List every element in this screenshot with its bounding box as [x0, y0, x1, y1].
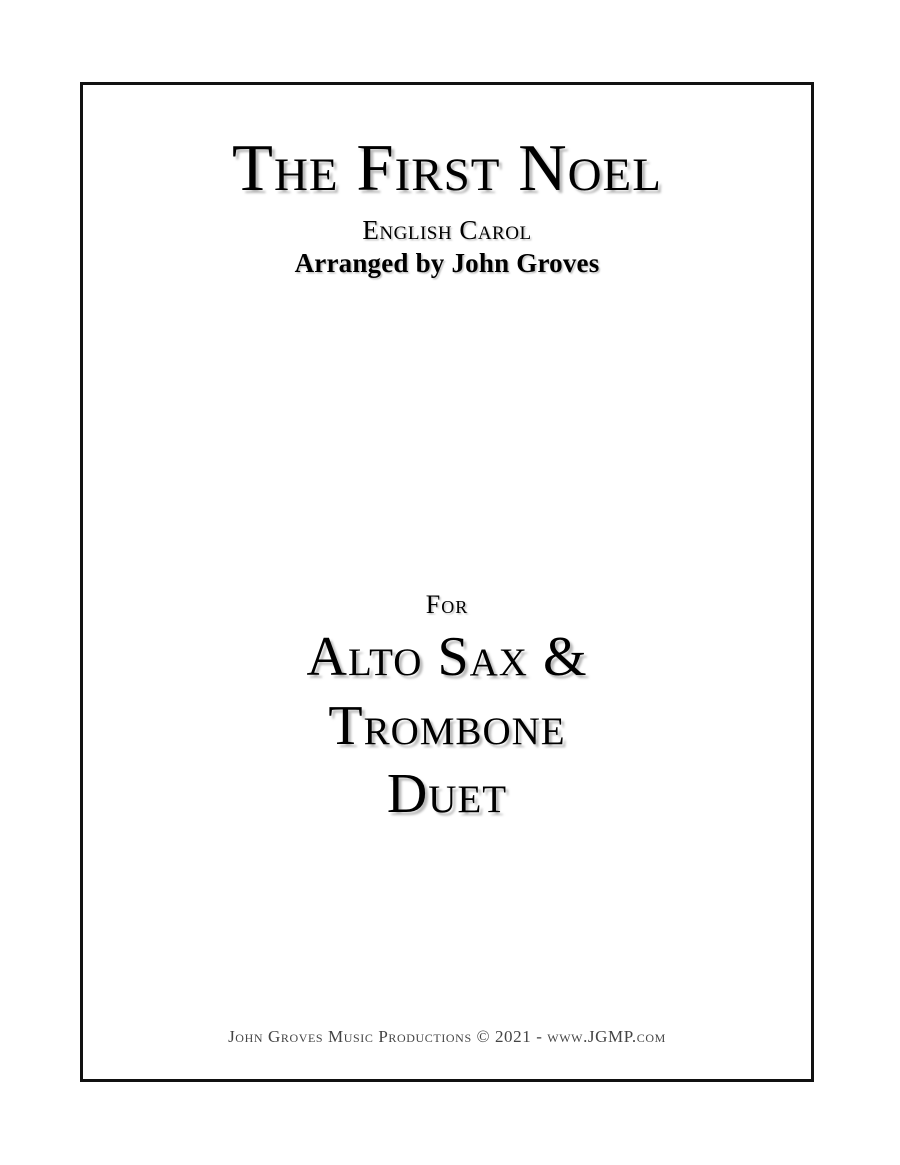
source-subtitle: English Carol — [362, 215, 532, 246]
title-block — [83, 133, 811, 279]
instrumentation-line-3: Duet — [386, 763, 508, 826]
page-title: The First Noel — [232, 131, 662, 205]
copyright-footer: John Groves Music Productions © 2021 - www.JGMP.com — [228, 1027, 666, 1046]
arranger-subtitle: Arranged by John Groves — [294, 248, 600, 279]
instrumentation-line-2: Trombone — [328, 694, 566, 757]
page-border — [80, 82, 814, 1082]
instrumentation-block — [83, 590, 811, 826]
for-label: For — [425, 590, 469, 619]
instrumentation-line-1: Alto Sax & — [306, 626, 588, 688]
cover-content — [83, 85, 811, 1079]
